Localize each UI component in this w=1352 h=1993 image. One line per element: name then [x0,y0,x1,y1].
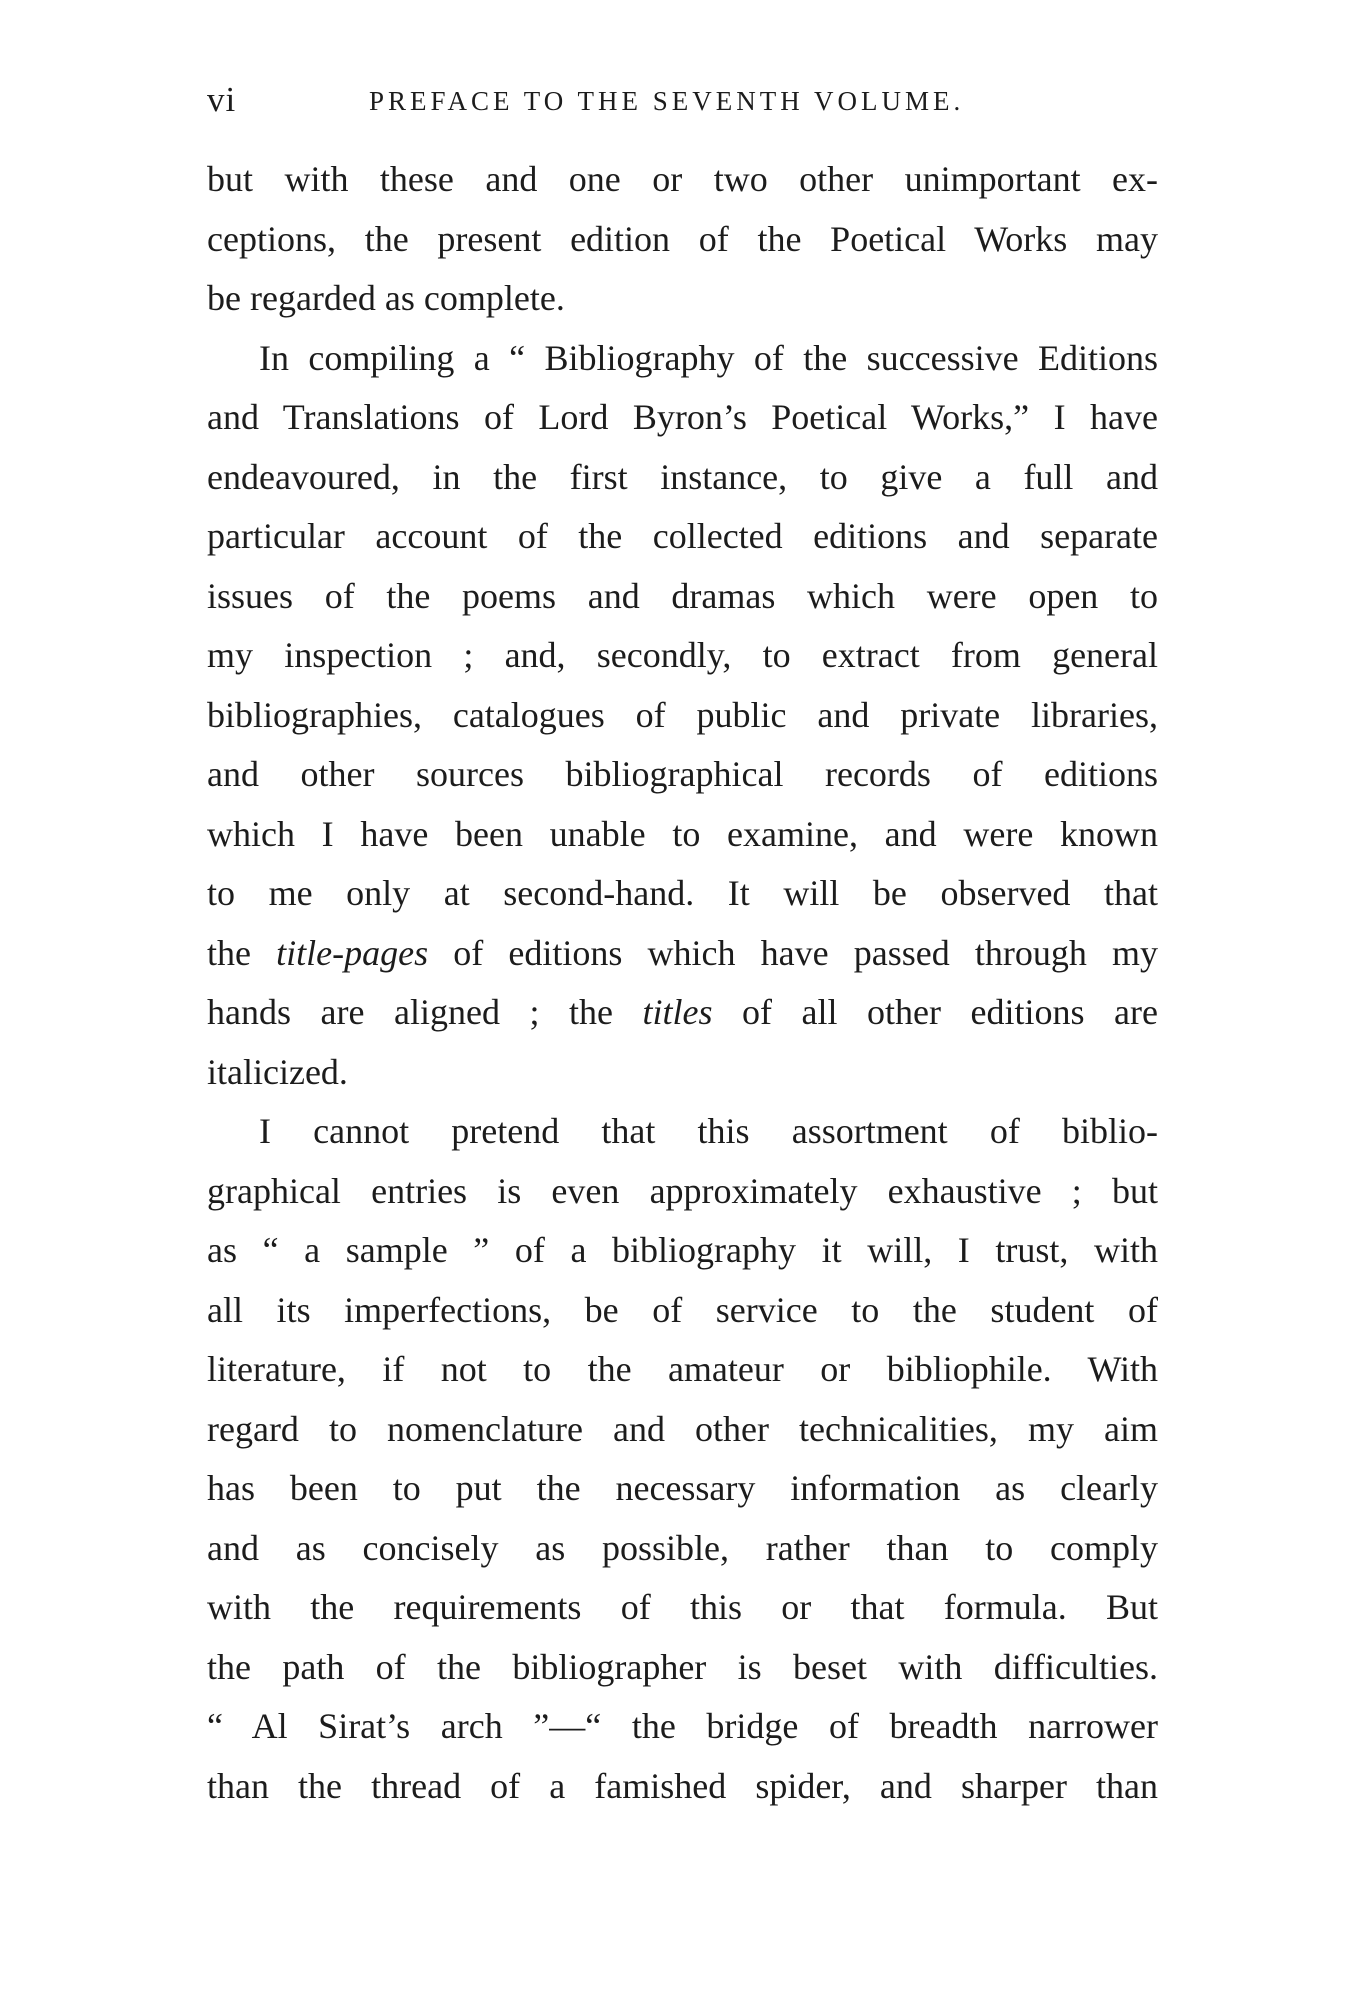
running-head [207,80,1158,120]
text-line: and Translations of Lord Byron’s Poetical Works,” I have [207,397,1158,437]
text-line: as “ a sample ” of a bibliography it will, I trust, with [207,1230,1158,1270]
text-line: endeavoured, in the first instance, to give a full and [207,456,1158,497]
text-segment: hands are aligned ; the [207,992,643,1032]
text-segment: of editions which have passed through my [428,932,1158,973]
text-line: my inspection ; and, secondly, to extract from general [207,635,1158,675]
text-line: than the thread of a famished spider, and sharper than [207,1765,1158,1806]
text-line: italicized. [207,1051,348,1092]
text-line: to me only at second-hand. It will be observed that [207,873,1158,913]
text-line: be regarded as complete. [207,278,565,318]
text-line: “ Al Sirat’s arch ”—“ the bridge of breadth narrower [207,1706,1158,1746]
text-line: bibliographies, catalogues of public and private libraries, [207,694,1158,735]
text-line: the path of the bibliographer is beset with difficulties. [207,1646,1158,1687]
paragraph-1 [207,150,1158,329]
text-line-with-italic [207,924,1158,984]
text-line: ceptions, the present edition of the Poetical Works may [207,218,1158,259]
text-line: I cannot pretend that this assortment of biblio- [259,1111,1158,1151]
text-line: literature, if not to the amateur or bibliophile. With [207,1349,1158,1389]
text-segment: of all other editions are [712,992,1158,1032]
italic-term-titles: titles [642,992,713,1032]
page-number: vi [207,80,237,119]
text-line: has been to put the necessary information as clearly [207,1468,1158,1508]
text-line: particular account of the collected editions and separate [207,516,1158,556]
running-head-title: PREFACE TO THE SEVENTH VOLUME. [369,86,965,116]
text-line-with-italic [207,983,1158,1043]
text-line: regard to nomenclature and other technicalities, my aim [207,1408,1158,1449]
paragraph-3 [207,1102,1158,1816]
text-line: with the requirements of this or that formula. But [207,1587,1158,1627]
paragraph-2 [207,329,1158,1103]
text-line: and other sources bibliographical records of editions [207,754,1158,794]
text-line: but with these and one or two other unimportant ex- [207,159,1158,199]
text-line: and as concisely as possible, rather than to comply [207,1527,1158,1568]
text-line: which I have been unable to examine, and were known [207,813,1158,854]
text-line: all its imperfections, be of service to the student of [207,1289,1158,1330]
text-line: graphical entries is even approximately exhaustive ; but [207,1170,1158,1211]
text-line: issues of the poems and dramas which were open to [207,575,1158,616]
body-text [207,150,1158,1816]
italic-term-title-pages: title-pages [276,932,429,973]
text-segment: the [207,932,277,973]
text-line: In compiling a “ Bibliography of the successive Editions [259,337,1158,378]
